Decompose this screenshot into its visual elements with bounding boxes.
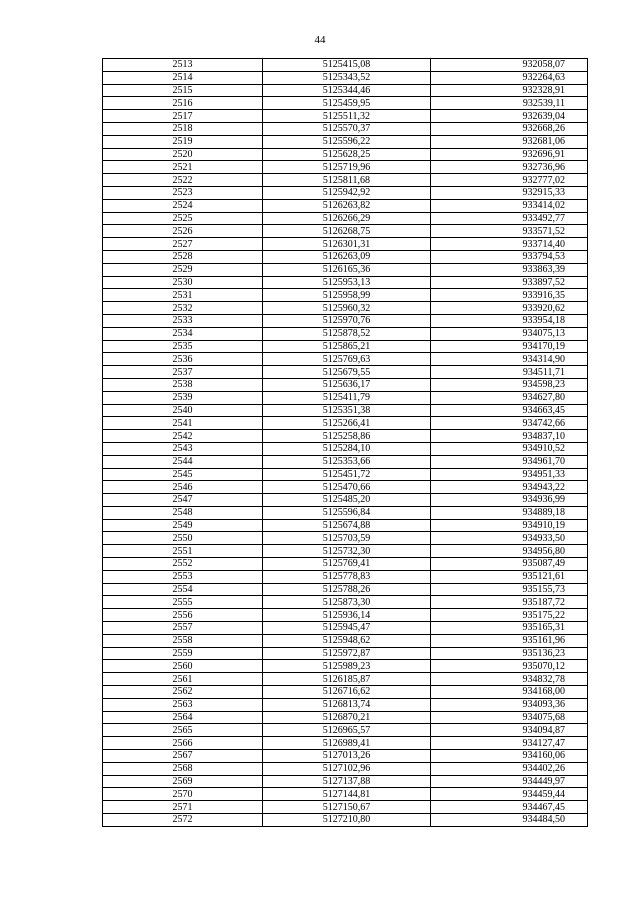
y-coordinate-cell: 934467,45 [431, 801, 588, 814]
table-row [103, 737, 588, 750]
point-number-cell: 2567 [103, 750, 263, 763]
point-number-cell: 2550 [103, 532, 263, 545]
x-coordinate-cell: 5125972,87 [263, 647, 431, 660]
y-coordinate-cell: 934933,50 [431, 532, 588, 545]
point-number-cell: 2570 [103, 788, 263, 801]
y-coordinate-cell: 934663,45 [431, 404, 588, 417]
x-coordinate-cell: 5127137,88 [263, 775, 431, 788]
y-coordinate-cell: 934484,50 [431, 814, 588, 827]
x-coordinate-cell: 5125970,76 [263, 314, 431, 327]
y-coordinate-cell: 934094,87 [431, 724, 588, 737]
y-coordinate-cell: 934598,23 [431, 378, 588, 391]
table-row [103, 814, 588, 827]
x-coordinate-cell: 5126813,74 [263, 698, 431, 711]
y-coordinate-cell: 935165,31 [431, 622, 588, 635]
x-coordinate-cell: 5125936,14 [263, 609, 431, 622]
x-coordinate-cell: 5125732,30 [263, 545, 431, 558]
point-number-cell: 2521 [103, 161, 263, 174]
table-row [103, 186, 588, 199]
point-number-cell: 2547 [103, 494, 263, 507]
x-coordinate-cell: 5126301,31 [263, 238, 431, 251]
x-coordinate-cell: 5125459,95 [263, 97, 431, 110]
x-coordinate-cell: 5125769,63 [263, 353, 431, 366]
table-row [103, 724, 588, 737]
y-coordinate-cell: 934961,70 [431, 455, 588, 468]
x-coordinate-cell: 5126989,41 [263, 737, 431, 750]
table-row [103, 148, 588, 161]
x-coordinate-cell: 5125470,66 [263, 481, 431, 494]
point-number-cell: 2518 [103, 122, 263, 135]
y-coordinate-cell: 934093,36 [431, 698, 588, 711]
point-number-cell: 2540 [103, 404, 263, 417]
table-row [103, 276, 588, 289]
point-number-cell: 2571 [103, 801, 263, 814]
x-coordinate-cell: 5125878,52 [263, 327, 431, 340]
table-row [103, 238, 588, 251]
table-row [103, 801, 588, 814]
x-coordinate-cell: 5126263,09 [263, 250, 431, 263]
table-row [103, 468, 588, 481]
point-number-cell: 2527 [103, 238, 263, 251]
y-coordinate-cell: 934075,13 [431, 327, 588, 340]
y-coordinate-cell: 932058,07 [431, 59, 588, 72]
point-number-cell: 2569 [103, 775, 263, 788]
table-row [103, 634, 588, 647]
y-coordinate-cell: 934910,52 [431, 442, 588, 455]
table-row [103, 622, 588, 635]
point-number-cell: 2558 [103, 634, 263, 647]
point-number-cell: 2544 [103, 455, 263, 468]
y-coordinate-cell: 934956,80 [431, 545, 588, 558]
x-coordinate-cell: 5125719,96 [263, 161, 431, 174]
point-number-cell: 2557 [103, 622, 263, 635]
y-coordinate-cell: 933897,52 [431, 276, 588, 289]
point-number-cell: 2523 [103, 186, 263, 199]
table-row [103, 519, 588, 532]
x-coordinate-cell: 5127150,67 [263, 801, 431, 814]
table-row [103, 327, 588, 340]
point-number-cell: 2572 [103, 814, 263, 827]
point-number-cell: 2532 [103, 302, 263, 315]
y-coordinate-cell: 934160,06 [431, 750, 588, 763]
table-row [103, 122, 588, 135]
x-coordinate-cell: 5126185,87 [263, 673, 431, 686]
x-coordinate-cell: 5125778,83 [263, 570, 431, 583]
x-coordinate-cell: 5126263,82 [263, 199, 431, 212]
point-number-cell: 2551 [103, 545, 263, 558]
page-number: 44 [314, 34, 326, 46]
x-coordinate-cell: 5125485,20 [263, 494, 431, 507]
table-row [103, 762, 588, 775]
table-row [103, 84, 588, 97]
point-number-cell: 2564 [103, 711, 263, 724]
x-coordinate-cell: 5125344,46 [263, 84, 431, 97]
x-coordinate-cell: 5125266,41 [263, 417, 431, 430]
y-coordinate-cell: 934889,18 [431, 506, 588, 519]
x-coordinate-cell: 5125628,25 [263, 148, 431, 161]
x-coordinate-cell: 5126716,62 [263, 686, 431, 699]
x-coordinate-cell: 5125953,13 [263, 276, 431, 289]
table-row [103, 289, 588, 302]
x-coordinate-cell: 5125811,68 [263, 174, 431, 187]
table-row [103, 583, 588, 596]
table-row [103, 110, 588, 123]
table-row [103, 59, 588, 72]
x-coordinate-cell: 5125703,59 [263, 532, 431, 545]
point-number-cell: 2515 [103, 84, 263, 97]
y-coordinate-cell: 932915,33 [431, 186, 588, 199]
table-row [103, 558, 588, 571]
y-coordinate-cell: 934742,66 [431, 417, 588, 430]
point-number-cell: 2526 [103, 225, 263, 238]
table-row [103, 314, 588, 327]
y-coordinate-cell: 934943,22 [431, 481, 588, 494]
y-coordinate-cell: 934127,47 [431, 737, 588, 750]
point-number-cell: 2541 [103, 417, 263, 430]
point-number-cell: 2522 [103, 174, 263, 187]
x-coordinate-cell: 5125679,55 [263, 366, 431, 379]
table-row [103, 442, 588, 455]
x-coordinate-cell: 5127144,81 [263, 788, 431, 801]
y-coordinate-cell: 935161,96 [431, 634, 588, 647]
table-row [103, 391, 588, 404]
y-coordinate-cell: 934402,26 [431, 762, 588, 775]
table-row [103, 686, 588, 699]
x-coordinate-cell: 5125343,52 [263, 71, 431, 84]
x-coordinate-cell: 5126870,21 [263, 711, 431, 724]
coordinates-table-body [103, 59, 588, 827]
y-coordinate-cell: 935136,23 [431, 647, 588, 660]
x-coordinate-cell: 5125411,79 [263, 391, 431, 404]
point-number-cell: 2528 [103, 250, 263, 263]
x-coordinate-cell: 5127102,96 [263, 762, 431, 775]
x-coordinate-cell: 5125451,72 [263, 468, 431, 481]
x-coordinate-cell: 5125960,32 [263, 302, 431, 315]
x-coordinate-cell: 5125351,38 [263, 404, 431, 417]
x-coordinate-cell: 5126165,36 [263, 263, 431, 276]
y-coordinate-cell: 934075,68 [431, 711, 588, 724]
y-coordinate-cell: 932328,91 [431, 84, 588, 97]
table-row [103, 212, 588, 225]
point-number-cell: 2519 [103, 135, 263, 148]
table-row [103, 609, 588, 622]
table-row [103, 430, 588, 443]
y-coordinate-cell: 935121,61 [431, 570, 588, 583]
x-coordinate-cell: 5125873,30 [263, 596, 431, 609]
y-coordinate-cell: 934314,90 [431, 353, 588, 366]
table-row [103, 570, 588, 583]
x-coordinate-cell: 5125353,66 [263, 455, 431, 468]
y-coordinate-cell: 933414,02 [431, 199, 588, 212]
x-coordinate-cell: 5125511,32 [263, 110, 431, 123]
table-row [103, 532, 588, 545]
table-row [103, 250, 588, 263]
point-number-cell: 2517 [103, 110, 263, 123]
table-row [103, 404, 588, 417]
table-row [103, 263, 588, 276]
point-number-cell: 2513 [103, 59, 263, 72]
y-coordinate-cell: 933954,18 [431, 314, 588, 327]
point-number-cell: 2552 [103, 558, 263, 571]
point-number-cell: 2520 [103, 148, 263, 161]
table-row [103, 340, 588, 353]
point-number-cell: 2539 [103, 391, 263, 404]
y-coordinate-cell: 934832,78 [431, 673, 588, 686]
table-row [103, 481, 588, 494]
table-row [103, 135, 588, 148]
table-row [103, 494, 588, 507]
point-number-cell: 2560 [103, 660, 263, 673]
point-number-cell: 2561 [103, 673, 263, 686]
point-number-cell: 2562 [103, 686, 263, 699]
point-number-cell: 2566 [103, 737, 263, 750]
y-coordinate-cell: 932264,63 [431, 71, 588, 84]
point-number-cell: 2543 [103, 442, 263, 455]
table-row [103, 647, 588, 660]
y-coordinate-cell: 934951,33 [431, 468, 588, 481]
x-coordinate-cell: 5125945,47 [263, 622, 431, 635]
x-coordinate-cell: 5125596,84 [263, 506, 431, 519]
point-number-cell: 2533 [103, 314, 263, 327]
y-coordinate-cell: 932736,96 [431, 161, 588, 174]
point-number-cell: 2536 [103, 353, 263, 366]
table-row [103, 161, 588, 174]
point-number-cell: 2535 [103, 340, 263, 353]
y-coordinate-cell: 932696,91 [431, 148, 588, 161]
x-coordinate-cell: 5125948,62 [263, 634, 431, 647]
point-number-cell: 2542 [103, 430, 263, 443]
x-coordinate-cell: 5126266,29 [263, 212, 431, 225]
point-number-cell: 2549 [103, 519, 263, 532]
table-row [103, 302, 588, 315]
x-coordinate-cell: 5125596,22 [263, 135, 431, 148]
x-coordinate-cell: 5126965,57 [263, 724, 431, 737]
y-coordinate-cell: 933571,52 [431, 225, 588, 238]
table-row [103, 97, 588, 110]
y-coordinate-cell: 934627,80 [431, 391, 588, 404]
y-coordinate-cell: 934910,19 [431, 519, 588, 532]
point-number-cell: 2548 [103, 506, 263, 519]
table-row [103, 378, 588, 391]
y-coordinate-cell: 932681,06 [431, 135, 588, 148]
point-number-cell: 2565 [103, 724, 263, 737]
table-row [103, 174, 588, 187]
point-number-cell: 2534 [103, 327, 263, 340]
table-row [103, 750, 588, 763]
y-coordinate-cell: 935087,49 [431, 558, 588, 571]
table-row [103, 353, 588, 366]
table-row [103, 788, 588, 801]
point-number-cell: 2530 [103, 276, 263, 289]
x-coordinate-cell: 5125258,86 [263, 430, 431, 443]
x-coordinate-cell: 5125284,10 [263, 442, 431, 455]
y-coordinate-cell: 935070,12 [431, 660, 588, 673]
point-number-cell: 2545 [103, 468, 263, 481]
point-number-cell: 2553 [103, 570, 263, 583]
table-row [103, 545, 588, 558]
x-coordinate-cell: 5127210,80 [263, 814, 431, 827]
x-coordinate-cell: 5125989,23 [263, 660, 431, 673]
point-number-cell: 2537 [103, 366, 263, 379]
point-number-cell: 2531 [103, 289, 263, 302]
x-coordinate-cell: 5125958,99 [263, 289, 431, 302]
y-coordinate-cell: 932668,26 [431, 122, 588, 135]
y-coordinate-cell: 934170,19 [431, 340, 588, 353]
point-number-cell: 2554 [103, 583, 263, 596]
y-coordinate-cell: 933714,40 [431, 238, 588, 251]
table-row [103, 506, 588, 519]
x-coordinate-cell: 5126268,75 [263, 225, 431, 238]
point-number-cell: 2525 [103, 212, 263, 225]
table-row [103, 711, 588, 724]
y-coordinate-cell: 935187,72 [431, 596, 588, 609]
table-row [103, 660, 588, 673]
y-coordinate-cell: 932539,11 [431, 97, 588, 110]
y-coordinate-cell: 934449,97 [431, 775, 588, 788]
table-row [103, 596, 588, 609]
y-coordinate-cell: 932639,04 [431, 110, 588, 123]
x-coordinate-cell: 5125769,41 [263, 558, 431, 571]
point-number-cell: 2514 [103, 71, 263, 84]
point-number-cell: 2524 [103, 199, 263, 212]
table-row [103, 71, 588, 84]
x-coordinate-cell: 5125636,17 [263, 378, 431, 391]
x-coordinate-cell: 5125674,88 [263, 519, 431, 532]
y-coordinate-cell: 934459,44 [431, 788, 588, 801]
table-row [103, 225, 588, 238]
coordinates-table [102, 58, 588, 827]
point-number-cell: 2563 [103, 698, 263, 711]
point-number-cell: 2516 [103, 97, 263, 110]
y-coordinate-cell: 932777,02 [431, 174, 588, 187]
x-coordinate-cell: 5125865,21 [263, 340, 431, 353]
point-number-cell: 2529 [103, 263, 263, 276]
y-coordinate-cell: 934168,00 [431, 686, 588, 699]
point-number-cell: 2555 [103, 596, 263, 609]
x-coordinate-cell: 5125788,26 [263, 583, 431, 596]
y-coordinate-cell: 935155,73 [431, 583, 588, 596]
point-number-cell: 2559 [103, 647, 263, 660]
y-coordinate-cell: 933794,53 [431, 250, 588, 263]
y-coordinate-cell: 933916,35 [431, 289, 588, 302]
table-row [103, 775, 588, 788]
x-coordinate-cell: 5125570,37 [263, 122, 431, 135]
table-row [103, 366, 588, 379]
table-row [103, 199, 588, 212]
y-coordinate-cell: 934837,10 [431, 430, 588, 443]
point-number-cell: 2546 [103, 481, 263, 494]
x-coordinate-cell: 5125415,08 [263, 59, 431, 72]
y-coordinate-cell: 933492,77 [431, 212, 588, 225]
table-row [103, 698, 588, 711]
y-coordinate-cell: 935175,22 [431, 609, 588, 622]
y-coordinate-cell: 933863,39 [431, 263, 588, 276]
point-number-cell: 2556 [103, 609, 263, 622]
x-coordinate-cell: 5127013,26 [263, 750, 431, 763]
table-row [103, 673, 588, 686]
table-row [103, 417, 588, 430]
table-row [103, 455, 588, 468]
y-coordinate-cell: 933920,62 [431, 302, 588, 315]
y-coordinate-cell: 934936,99 [431, 494, 588, 507]
x-coordinate-cell: 5125942,92 [263, 186, 431, 199]
point-number-cell: 2568 [103, 762, 263, 775]
y-coordinate-cell: 934511,71 [431, 366, 588, 379]
point-number-cell: 2538 [103, 378, 263, 391]
